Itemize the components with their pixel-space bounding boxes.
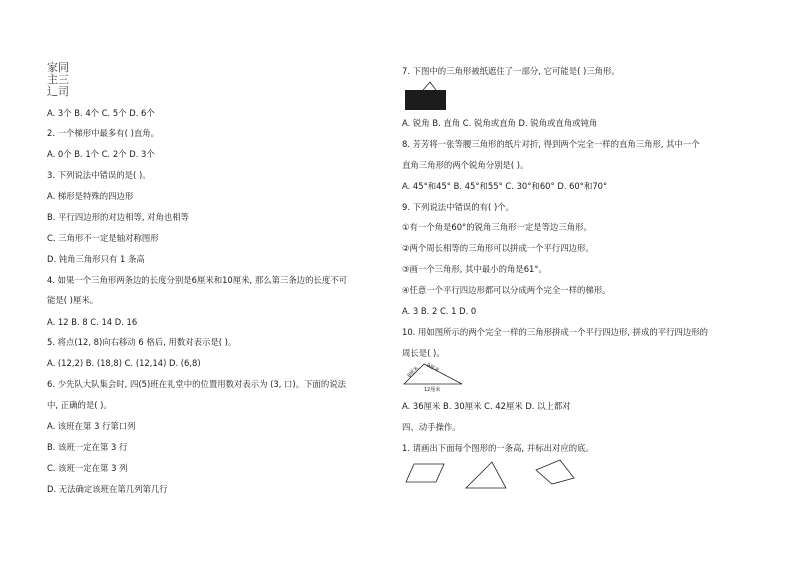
q9-question: 9. 下列说法中错误的有( )个。 xyxy=(402,202,514,212)
q10-question-line1: 10. 用如图所示的两个完全一样的三角形拼成一个平行四边形, 拼成的平行四边形的 xyxy=(402,327,709,337)
q7-question: 7. 下图中的三角形被纸遮住了一部分, 它可能是( )三角形。 xyxy=(402,66,620,76)
quadrilateral-figure xyxy=(536,460,574,484)
q6-option-c: C. 该班一定在第 3 列 xyxy=(47,463,128,473)
q3-question: 3. 下列说法中错误的是( )。 xyxy=(47,170,151,180)
base-label: 12厘米 xyxy=(424,387,441,393)
q5-options: A. (12,2) B. (18,8) C. (12,14) D. (6,8) xyxy=(47,358,201,368)
side-b-label: 9厘米 xyxy=(425,362,441,374)
q3-option-c: C. 三角形不一定是轴对称图形 xyxy=(47,233,159,243)
q8-question-line2: 直角三角形的两个锐角分别是( )。 xyxy=(402,160,529,170)
section-four-q1: 1. 请画出下面每个图形的一条高, 并标出对应的底。 xyxy=(402,443,594,453)
section-four-heading: 四、动手操作。 xyxy=(402,422,461,432)
logo-glyph-art xyxy=(47,60,77,100)
q4-question-line2: 能是( )厘米。 xyxy=(47,295,99,305)
q2-options: A. 0个 B. 1个 C. 2个 D. 3个 xyxy=(47,149,155,159)
q2-question: 2. 一个梯形中最多有( )直角。 xyxy=(47,128,159,138)
q6-option-d: D. 无法确定该班在第几列第几行 xyxy=(47,484,168,494)
q6-option-a: A. 该班在第 3 行第口列 xyxy=(47,421,136,431)
q4-options: A. 12 B. 8 C. 14 D. 16 xyxy=(47,317,138,327)
q4-question-line1: 4. 如果一个三角形两条边的长度分别是6厘米和10厘米, 那么第三条边的长度不可 xyxy=(47,275,347,285)
side-a-label: 8厘米 xyxy=(406,365,421,379)
q3-option-b: B. 平行四边形的对边相等, 对角也相等 xyxy=(47,212,190,222)
svg-text:家同: 家同 xyxy=(47,61,69,74)
q6-option-b: B. 该班一定在第 3 行 xyxy=(47,442,128,452)
triangle-figure xyxy=(466,462,506,488)
q6-question-line2: 中, 正确的是( )。 xyxy=(47,400,112,410)
q3-option-a: A. 梯形是特殊的四边形 xyxy=(47,191,134,201)
q9-statement-2: ②两个周长相等的三角形可以拼成一个平行四边形。 xyxy=(402,243,594,253)
q8-options: A. 45°和45° B. 45°和55° C. 30°和60° D. 60°和70° xyxy=(402,181,608,191)
q7-options: A. 锐角 B. 直角 C. 锐角或直角 D. 锐角或直角或钝角 xyxy=(402,118,598,128)
q10-triangle-figure xyxy=(402,360,466,394)
q1-options: A. 3个 B. 4个 C. 5个 D. 6个 xyxy=(47,108,155,118)
q9-statement-3: ③画一个三角形, 其中最小的角是61°。 xyxy=(402,264,547,274)
q10-options: A. 36厘米 B. 30厘米 C. 42厘米 D. 以上都对 xyxy=(402,401,571,411)
svg-text:主三: 主三 xyxy=(47,73,69,86)
q6-question-line1: 6. 少先队大队集会时, 四(5)班在礼堂中的位置用数对表示为 (3, 口)。下面的说法 xyxy=(47,379,346,389)
drawing-figures xyxy=(402,458,582,494)
q9-options: A. 3 B. 2 C. 1 D. 0 xyxy=(402,306,477,316)
parallelogram-figure xyxy=(406,464,444,482)
q10-question-line2: 周长是( )。 xyxy=(402,348,445,358)
logo-stamp xyxy=(47,60,77,100)
q3-option-d: D. 钝角三角形只有 1 条高 xyxy=(47,254,145,264)
q9-statement-1: ①有一个角是60°的锐角三角形一定是等边三角形。 xyxy=(402,222,592,232)
covering-paper xyxy=(405,90,446,110)
q9-statement-4: ④任意一个平行四边形都可以分成两个完全一样的梯形。 xyxy=(402,285,611,295)
q8-question-line1: 8. 芳芳将一张等腰三角形的纸片对折, 得到两个完全一样的直角三角形, 其中一个 xyxy=(402,139,700,149)
svg-text:辶司: 辶司 xyxy=(47,85,69,98)
q5-question: 5. 将点(12, 8)向右移动 6 格后, 用数对表示是( )。 xyxy=(47,337,237,347)
triangle-apex xyxy=(423,82,436,90)
